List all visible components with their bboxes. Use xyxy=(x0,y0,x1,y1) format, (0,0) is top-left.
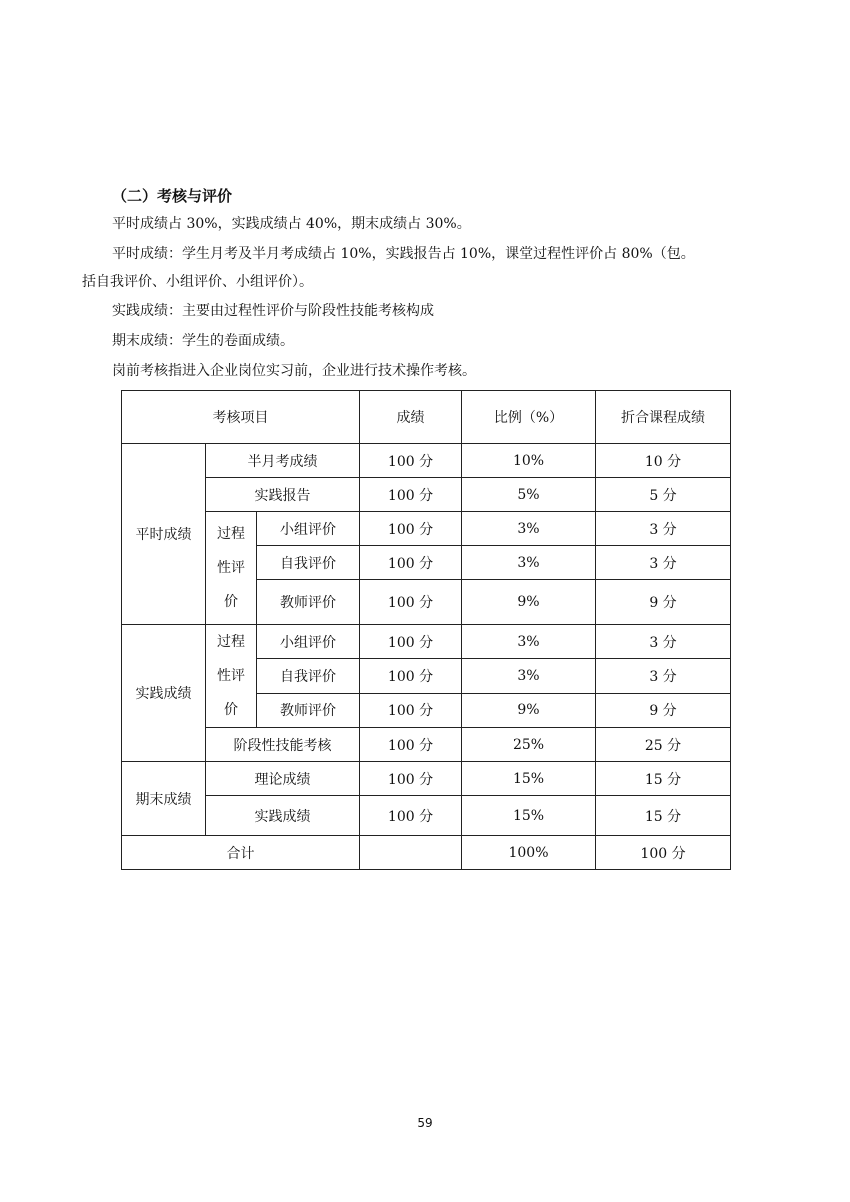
process-label-line: 性评 xyxy=(217,560,245,576)
process-eval-label xyxy=(206,625,257,728)
table-row xyxy=(122,444,731,478)
row-score: 100 分 xyxy=(360,659,462,693)
row-score: 100 分 xyxy=(360,580,462,625)
row-item: 自我评价 xyxy=(257,546,360,580)
table-row xyxy=(122,728,731,762)
paragraph-final-score: 期末成绩：学生的卷面成绩。 xyxy=(112,333,294,349)
paragraph-weights: 平时成绩占 30%，实践成绩占 40%，期末成绩占 30%。 xyxy=(112,216,471,232)
paragraph-regular-score: 平时成绩：学生月考及半月考成绩占 10%，实践报告占 10%，课堂过程性评价占 80%（包。 xyxy=(112,246,695,262)
table-header-row xyxy=(122,391,731,444)
process-label-line: 过程 xyxy=(217,634,245,650)
row-item: 阶段性技能考核 xyxy=(206,728,360,762)
row-converted: 3 分 xyxy=(596,625,731,659)
row-ratio: 3% xyxy=(462,625,596,659)
row-converted: 3 分 xyxy=(596,512,731,546)
row-ratio: 3% xyxy=(462,659,596,693)
process-label-line: 价 xyxy=(224,702,238,718)
process-label-line: 性评 xyxy=(217,668,245,684)
row-ratio: 3% xyxy=(462,546,596,580)
row-item: 实践报告 xyxy=(206,478,360,512)
paragraph-practice-score: 实践成绩：主要由过程性评价与阶段性技能考核构成 xyxy=(112,303,434,319)
row-score: 100 分 xyxy=(360,625,462,659)
row-score: 100 分 xyxy=(360,478,462,512)
table-row xyxy=(122,478,731,512)
row-converted: 9 分 xyxy=(596,580,731,625)
row-ratio: 15% xyxy=(462,796,596,836)
header-ratio: 比例（%） xyxy=(462,391,596,444)
row-converted: 15 分 xyxy=(596,762,731,796)
paragraph-pre-job-assessment: 岗前考核指进入企业岗位实习前，企业进行技术操作考核。 xyxy=(112,363,476,379)
row-score: 100 分 xyxy=(360,444,462,478)
row-score: 100 分 xyxy=(360,693,462,727)
group-final: 期末成绩 xyxy=(122,762,206,836)
assessment-table xyxy=(121,390,731,870)
row-converted: 25 分 xyxy=(596,728,731,762)
table-row xyxy=(122,762,731,796)
process-label-line: 价 xyxy=(224,594,238,610)
row-item: 自我评价 xyxy=(257,659,360,693)
row-score: 100 分 xyxy=(360,762,462,796)
row-score: 100 分 xyxy=(360,796,462,836)
row-item: 教师评价 xyxy=(257,693,360,727)
process-eval-label xyxy=(206,512,257,625)
row-ratio: 25% xyxy=(462,728,596,762)
row-item: 理论成绩 xyxy=(206,762,360,796)
row-score: 100 分 xyxy=(360,728,462,762)
row-converted: 3 分 xyxy=(596,546,731,580)
row-ratio: 5% xyxy=(462,478,596,512)
row-ratio: 9% xyxy=(462,693,596,727)
table-total-row xyxy=(122,836,731,870)
total-score xyxy=(360,836,462,870)
row-item: 半月考成绩 xyxy=(206,444,360,478)
row-score: 100 分 xyxy=(360,546,462,580)
row-item: 小组评价 xyxy=(257,625,360,659)
header-score: 成绩 xyxy=(360,391,462,444)
group-regular: 平时成绩 xyxy=(122,444,206,625)
row-converted: 5 分 xyxy=(596,478,731,512)
row-ratio: 15% xyxy=(462,762,596,796)
table-row xyxy=(122,512,731,546)
row-converted: 15 分 xyxy=(596,796,731,836)
row-ratio: 10% xyxy=(462,444,596,478)
page-number: 59 xyxy=(417,1116,433,1130)
table-row xyxy=(122,796,731,836)
process-label-line: 过程 xyxy=(217,526,245,542)
row-item: 教师评价 xyxy=(257,580,360,625)
row-item: 实践成绩 xyxy=(206,796,360,836)
row-item: 小组评价 xyxy=(257,512,360,546)
row-converted: 3 分 xyxy=(596,659,731,693)
total-converted: 100 分 xyxy=(596,836,731,870)
total-label: 合计 xyxy=(122,836,360,870)
header-converted: 折合课程成绩 xyxy=(596,391,731,444)
row-converted: 9 分 xyxy=(596,693,731,727)
header-item: 考核项目 xyxy=(122,391,360,444)
row-converted: 10 分 xyxy=(596,444,731,478)
paragraph-regular-score-cont: 括自我评价、小组评价、小组评价）。 xyxy=(82,274,313,290)
row-ratio: 9% xyxy=(462,580,596,625)
table-row xyxy=(122,625,731,659)
row-score: 100 分 xyxy=(360,512,462,546)
group-practice: 实践成绩 xyxy=(122,625,206,762)
row-ratio: 3% xyxy=(462,512,596,546)
total-ratio: 100% xyxy=(462,836,596,870)
section-heading: （二）考核与评价 xyxy=(112,187,233,205)
